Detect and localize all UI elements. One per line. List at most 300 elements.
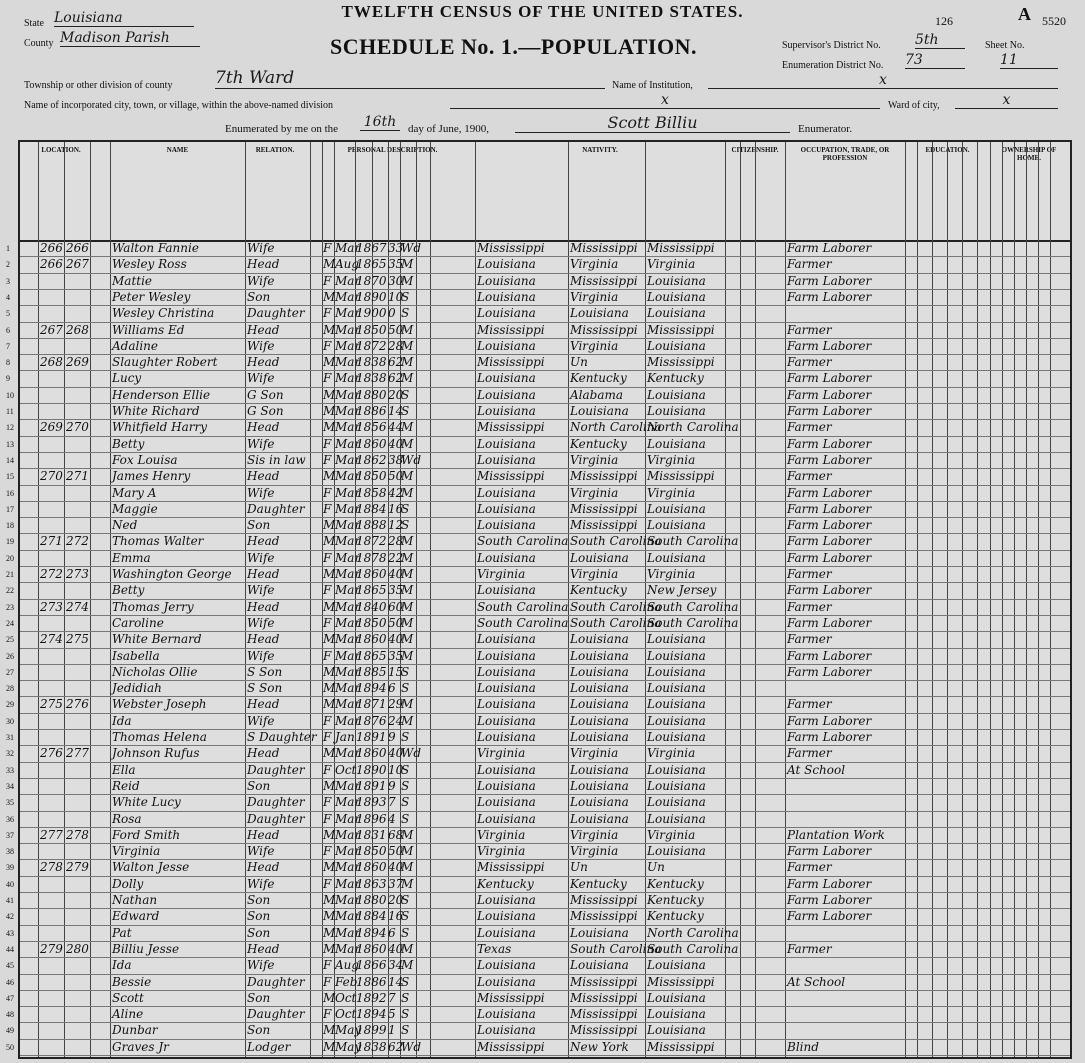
age: 10 xyxy=(388,289,404,304)
mother-birthplace: Louisiana xyxy=(647,518,706,533)
birthplace: Louisiana xyxy=(477,501,536,516)
birthplace: Louisiana xyxy=(477,273,536,288)
father-birthplace: Louisiana xyxy=(570,404,629,418)
age: 6 xyxy=(388,925,396,940)
birth-month: Mar xyxy=(335,241,361,255)
birth-month: Mar xyxy=(335,452,361,467)
mother-birthplace: Louisiana xyxy=(647,550,706,565)
father-birthplace: Virginia xyxy=(570,567,619,581)
sex: M xyxy=(323,599,336,614)
occupation: Farm Laborer xyxy=(787,713,872,728)
father-birthplace: Mississippi xyxy=(570,1007,638,1022)
mother-birthplace: Louisiana xyxy=(647,713,706,728)
mother-birthplace: Louisiana xyxy=(647,730,706,744)
age: 20 xyxy=(388,387,404,402)
father-birthplace: Kentucky xyxy=(570,876,627,891)
sex: F xyxy=(323,371,332,386)
birthplace: Louisiana xyxy=(477,289,536,304)
occupation: Farm Laborer xyxy=(787,648,872,663)
row-number: 3 xyxy=(6,276,10,286)
person-name: Ned xyxy=(112,518,138,533)
dwelling-number: 269 xyxy=(40,420,63,435)
birthplace: Virginia xyxy=(477,827,526,842)
birth-month: Mar xyxy=(335,876,361,891)
father-birthplace: Louisiana xyxy=(570,664,629,679)
sex: M xyxy=(323,1039,336,1054)
marital-status: M xyxy=(401,860,414,875)
birth-year: 1888 xyxy=(356,518,387,533)
birth-year: 1884 xyxy=(356,501,387,516)
township-label: Township or other division of county xyxy=(24,80,173,91)
sex: F xyxy=(323,730,332,744)
person-name: Washington George xyxy=(112,567,232,581)
father-birthplace: Mississippi xyxy=(570,469,638,484)
sex: M xyxy=(323,534,336,549)
dwelling-number: 277 xyxy=(40,827,63,842)
person-name: Thomas Jerry xyxy=(112,599,194,614)
enumeration-value: 73 xyxy=(905,52,965,69)
sex: M xyxy=(323,941,336,956)
birthplace: Louisiana xyxy=(477,974,536,989)
marital-status: M xyxy=(401,550,414,565)
birth-year: 1870 xyxy=(356,273,387,288)
birth-year: 1871 xyxy=(356,697,387,712)
sex: F xyxy=(323,273,332,288)
row-number: 42 xyxy=(6,912,14,922)
mother-birthplace: Virginia xyxy=(647,746,696,761)
birth-month: Mar xyxy=(335,338,361,353)
age: 38 xyxy=(388,452,404,467)
age: 12 xyxy=(388,518,404,533)
father-birthplace: Louisiana xyxy=(570,713,629,728)
sex: M xyxy=(323,420,336,435)
dwelling-number: 274 xyxy=(40,632,63,647)
marital-status: M xyxy=(401,599,414,614)
person-name: Rosa xyxy=(112,811,142,826)
family-number: 274 xyxy=(66,599,89,614)
family-number: 270 xyxy=(66,420,89,435)
father-birthplace: Louisiana xyxy=(570,795,629,810)
relation: Wife xyxy=(247,485,275,500)
marital-status: S xyxy=(401,1007,410,1022)
occupation: Farm Laborer xyxy=(787,893,872,907)
birth-month: Mar xyxy=(335,713,361,728)
row-number: 36 xyxy=(6,814,14,824)
occupation: Farm Laborer xyxy=(787,452,872,467)
sex: F xyxy=(323,713,332,728)
dwelling-number: 266 xyxy=(40,241,63,255)
occupation: Farmer xyxy=(787,599,832,614)
person-name: White Richard xyxy=(112,404,200,418)
person-name: Ella xyxy=(112,762,136,777)
section-education: EDUCATION. xyxy=(925,146,970,154)
marital-status: M xyxy=(401,615,414,630)
father-birthplace: Virginia xyxy=(570,844,619,859)
marital-status: M xyxy=(401,273,414,288)
person-name: Slaughter Robert xyxy=(112,355,218,370)
birth-month: Mar xyxy=(335,615,361,630)
relation: Daughter xyxy=(247,1007,305,1022)
age: 62 xyxy=(388,1039,404,1054)
sex: F xyxy=(323,795,332,810)
marital-status: S xyxy=(401,909,410,924)
occupation: Farmer xyxy=(787,355,832,370)
row-number: 22 xyxy=(6,586,14,596)
marital-status: M xyxy=(401,469,414,484)
age: 1 xyxy=(388,1023,396,1038)
age: 28 xyxy=(388,534,404,549)
occupation: Farm Laborer xyxy=(787,289,872,304)
birth-month: Jan xyxy=(335,730,355,744)
person-name: White Bernard xyxy=(112,632,202,647)
birth-month: Mar xyxy=(335,844,361,859)
birth-year: 1850 xyxy=(356,844,387,859)
mother-birthplace: Virginia xyxy=(647,567,696,581)
relation: Head xyxy=(247,941,280,956)
age: 16 xyxy=(388,501,404,516)
sex: F xyxy=(323,811,332,826)
father-birthplace: Kentucky xyxy=(570,371,627,386)
age: 7 xyxy=(388,990,396,1005)
marital-status: M xyxy=(401,338,414,353)
birthplace: Louisiana xyxy=(477,664,536,679)
dwelling-number: 279 xyxy=(40,941,63,956)
occupation: Farmer xyxy=(787,257,832,272)
mother-birthplace: Louisiana xyxy=(647,501,706,516)
father-birthplace: Mississippi xyxy=(570,974,638,989)
dwelling-number: 273 xyxy=(40,599,63,614)
row-number: 8 xyxy=(6,358,10,368)
marital-status: S xyxy=(401,501,410,516)
age: 50 xyxy=(388,615,404,630)
person-name: Caroline xyxy=(112,615,164,630)
page-number: 126 xyxy=(935,14,953,28)
mother-birthplace: Louisiana xyxy=(647,958,706,973)
mother-birthplace: Mississippi xyxy=(647,355,715,370)
birth-month: Mar xyxy=(335,778,361,793)
mother-birthplace: Mississippi xyxy=(647,1039,715,1054)
marital-status: S xyxy=(401,681,410,696)
occupation: Farm Laborer xyxy=(787,518,872,533)
mother-birthplace: Virginia xyxy=(647,485,696,500)
sex: M xyxy=(323,664,336,679)
father-birthplace: Louisiana xyxy=(570,958,629,973)
occupation: Farm Laborer xyxy=(787,909,872,924)
age: 9 xyxy=(388,730,396,744)
family-number: 279 xyxy=(66,860,89,875)
sex: M xyxy=(323,567,336,581)
sex: F xyxy=(323,583,332,598)
marital-status: M xyxy=(401,632,414,647)
occupation: Farm Laborer xyxy=(787,338,872,353)
mother-birthplace: Louisiana xyxy=(647,778,706,793)
birth-year: 1865 xyxy=(356,257,387,272)
mother-birthplace: Louisiana xyxy=(647,762,706,777)
family-number: 273 xyxy=(66,567,89,581)
person-name: Williams Ed xyxy=(112,322,185,337)
sex: M xyxy=(323,322,336,337)
occupation: Farm Laborer xyxy=(787,615,872,630)
row-number: 28 xyxy=(6,684,14,694)
relation: G Son xyxy=(247,404,284,418)
age: 68 xyxy=(388,827,404,842)
relation: Son xyxy=(247,893,271,907)
marital-status: S xyxy=(401,387,410,402)
birth-year: 1884 xyxy=(356,909,387,924)
birth-month: Mar xyxy=(335,469,361,484)
occupation: Farm Laborer xyxy=(787,550,872,565)
mother-birthplace: South Carolina xyxy=(647,615,739,630)
enumerator-signature: Scott Billiu xyxy=(515,113,790,133)
marital-status: M xyxy=(401,534,414,549)
age: 10 xyxy=(388,762,404,777)
person-name: Graves Jr xyxy=(112,1039,169,1054)
birth-year: 1886 xyxy=(356,974,387,989)
occupation: Farm Laborer xyxy=(787,534,872,549)
age: 0 xyxy=(388,306,396,321)
birth-month: Mar xyxy=(335,387,361,402)
relation: Son xyxy=(247,289,271,304)
birth-year: 1858 xyxy=(356,485,387,500)
relation: Daughter xyxy=(247,501,305,516)
family-number: 267 xyxy=(66,257,89,272)
row-number: 12 xyxy=(6,423,14,433)
relation: Head xyxy=(247,355,280,370)
birthplace: Louisiana xyxy=(477,583,536,598)
age: 34 xyxy=(388,958,404,973)
sex: M xyxy=(323,893,336,907)
person-name: Virginia xyxy=(112,844,161,859)
row-number: 39 xyxy=(6,863,14,873)
birth-year: 1899 xyxy=(356,1023,387,1038)
row-number: 18 xyxy=(6,521,14,531)
row-number: 9 xyxy=(6,374,10,384)
birthplace: Louisiana xyxy=(477,452,536,467)
birthplace: Louisiana xyxy=(477,485,536,500)
father-birthplace: Mississippi xyxy=(570,990,638,1005)
sex: F xyxy=(323,241,332,255)
enumerator-label: Enumerator. xyxy=(798,123,853,135)
birth-month: Mar xyxy=(335,501,361,516)
row-number: 23 xyxy=(6,602,14,612)
sex: F xyxy=(323,338,332,353)
row-number: 30 xyxy=(6,716,14,726)
father-birthplace: Louisiana xyxy=(570,762,629,777)
relation: G Son xyxy=(247,387,284,402)
birthplace: Mississippi xyxy=(477,1039,545,1054)
birth-year: 1840 xyxy=(356,599,387,614)
occupation: Farm Laborer xyxy=(787,273,872,288)
relation: Son xyxy=(247,1023,271,1038)
person-name: Maggie xyxy=(112,501,158,516)
father-birthplace: Mississippi xyxy=(570,909,638,924)
birthplace: Louisiana xyxy=(477,795,536,810)
occupation: Farm Laborer xyxy=(787,404,872,418)
mother-birthplace: Kentucky xyxy=(647,876,704,891)
sex: M xyxy=(323,697,336,712)
birth-month: Oct xyxy=(335,762,357,777)
row-number: 13 xyxy=(6,439,14,449)
sex: M xyxy=(323,632,336,647)
enumerated-day: 16th xyxy=(360,114,400,131)
birthplace: Virginia xyxy=(477,746,526,761)
birth-year: 1838 xyxy=(356,1039,387,1054)
relation: Son xyxy=(247,990,271,1005)
father-birthplace: Mississippi xyxy=(570,273,638,288)
father-birthplace: South Carolina xyxy=(570,615,662,630)
marital-status: S xyxy=(401,778,410,793)
marital-status: S xyxy=(401,730,410,744)
section-personal: PERSONAL DESCRIPTION. xyxy=(347,146,438,154)
mother-birthplace: Louisiana xyxy=(647,795,706,810)
occupation: At School xyxy=(787,762,846,777)
birth-month: Mar xyxy=(335,860,361,875)
father-birthplace: Kentucky xyxy=(570,583,627,598)
corner-letter: A xyxy=(1018,4,1031,24)
person-name: Peter Wesley xyxy=(112,289,191,304)
birth-month: May xyxy=(335,1023,362,1038)
mother-birthplace: North Carolina xyxy=(647,925,739,940)
county-value: Madison Parish xyxy=(60,30,200,47)
marital-status: S xyxy=(401,404,410,418)
age: 50 xyxy=(388,322,404,337)
supervisor-value: 5th xyxy=(915,32,965,49)
birth-year: 1860 xyxy=(356,746,387,761)
birth-year: 1894 xyxy=(356,1007,387,1022)
marital-status: S xyxy=(401,518,410,533)
occupation: Farm Laborer xyxy=(787,664,872,679)
father-birthplace: South Carolina xyxy=(570,599,662,614)
birth-year: 1865 xyxy=(356,648,387,663)
occupation: Farmer xyxy=(787,469,832,484)
relation: Son xyxy=(247,518,271,533)
section-relation: RELATION. xyxy=(255,146,295,154)
sex: F xyxy=(323,452,332,467)
father-birthplace: Louisiana xyxy=(570,306,629,321)
birth-year: 1896 xyxy=(356,811,387,826)
father-birthplace: Virginia xyxy=(570,746,619,761)
sex: F xyxy=(323,615,332,630)
father-birthplace: North Carolina xyxy=(570,420,662,435)
section-ownership: OWNERSHIP OF HOME. xyxy=(1001,146,1057,162)
row-number: 41 xyxy=(6,896,14,905)
age: 16 xyxy=(388,909,404,924)
father-birthplace: Louisiana xyxy=(570,632,629,647)
sex: M xyxy=(323,909,336,924)
occupation: Farmer xyxy=(787,746,832,761)
section-location: LOCATION. xyxy=(41,146,81,154)
city-value: x xyxy=(450,92,880,109)
birthplace: Louisiana xyxy=(477,387,536,402)
mother-birthplace: South Carolina xyxy=(647,599,739,614)
age: 50 xyxy=(388,844,404,859)
marital-status: S xyxy=(401,289,410,304)
dwelling-number: 272 xyxy=(40,567,63,581)
father-birthplace: Mississippi xyxy=(570,1023,638,1038)
birthplace: Louisiana xyxy=(477,762,536,777)
birth-year: 1838 xyxy=(356,371,387,386)
row-number: 26 xyxy=(6,651,14,661)
birth-year: 1894 xyxy=(356,681,387,696)
birthplace: Virginia xyxy=(477,844,526,859)
birth-year: 1856 xyxy=(356,420,387,435)
person-name: Webster Joseph xyxy=(112,697,207,712)
mother-birthplace: Louisiana xyxy=(647,1007,706,1022)
mother-birthplace: Louisiana xyxy=(647,648,706,663)
occupation: Blind xyxy=(787,1039,819,1054)
sex: F xyxy=(323,844,332,859)
birth-month: Aug xyxy=(335,958,360,973)
relation: Wife xyxy=(247,958,275,973)
row-number: 10 xyxy=(6,390,14,400)
relation: Wife xyxy=(247,241,275,255)
birth-year: 1891 xyxy=(356,778,387,793)
dwelling-number: 271 xyxy=(40,534,63,549)
sex: M xyxy=(323,827,336,842)
father-birthplace: Louisiana xyxy=(570,925,629,940)
birth-year: 1876 xyxy=(356,713,387,728)
birth-year: 1891 xyxy=(356,730,387,744)
occupation: Farmer xyxy=(787,941,832,956)
father-birthplace: Louisiana xyxy=(570,778,629,793)
family-number: 278 xyxy=(66,827,89,842)
sex: M xyxy=(323,681,336,696)
birthplace: Louisiana xyxy=(477,681,536,696)
sex: F xyxy=(323,306,332,321)
age: 50 xyxy=(388,469,404,484)
birthplace: Louisiana xyxy=(477,778,536,793)
relation: Head xyxy=(247,827,280,842)
birth-month: Mar xyxy=(335,273,361,288)
birthplace: Louisiana xyxy=(477,371,536,386)
row-number: 2 xyxy=(6,260,10,270)
birth-month: Mar xyxy=(335,567,361,581)
row-number: 5 xyxy=(6,309,10,319)
person-name: Edward xyxy=(112,909,160,924)
birth-year: 1886 xyxy=(356,404,387,418)
relation: Head xyxy=(247,860,280,875)
birth-year: 1866 xyxy=(356,958,387,973)
birth-year: 1860 xyxy=(356,567,387,581)
sex: M xyxy=(323,778,336,793)
birth-year: 1863 xyxy=(356,876,387,891)
birth-month: Mar xyxy=(335,941,361,956)
relation: Head xyxy=(247,257,280,272)
age: 15 xyxy=(388,664,404,679)
township-value: 7th Ward xyxy=(215,68,605,89)
marital-status: M xyxy=(401,941,414,956)
father-birthplace: Louisiana xyxy=(570,681,629,696)
father-birthplace: Mississippi xyxy=(570,893,638,907)
marital-status: S xyxy=(401,1023,410,1038)
sheet-label: Sheet No. xyxy=(985,40,1025,51)
birth-month: Mar xyxy=(335,632,361,647)
age: 29 xyxy=(388,697,404,712)
birth-year: 1885 xyxy=(356,664,387,679)
occupation: Farm Laborer xyxy=(787,501,872,516)
marital-status: S xyxy=(401,925,410,940)
sex: F xyxy=(323,550,332,565)
occupation: Farm Laborer xyxy=(787,241,872,255)
mother-birthplace: Louisiana xyxy=(647,697,706,712)
person-name: Ford Smith xyxy=(112,827,181,842)
row-number: 50 xyxy=(6,1042,14,1052)
section-occupation: OCCUPATION, TRADE, OR PROFESSION xyxy=(800,146,890,162)
relation: Sis in law xyxy=(247,452,306,467)
birth-year: 1867 xyxy=(356,241,387,255)
person-name: Fox Louisa xyxy=(112,452,178,467)
row-number: 34 xyxy=(6,781,14,791)
